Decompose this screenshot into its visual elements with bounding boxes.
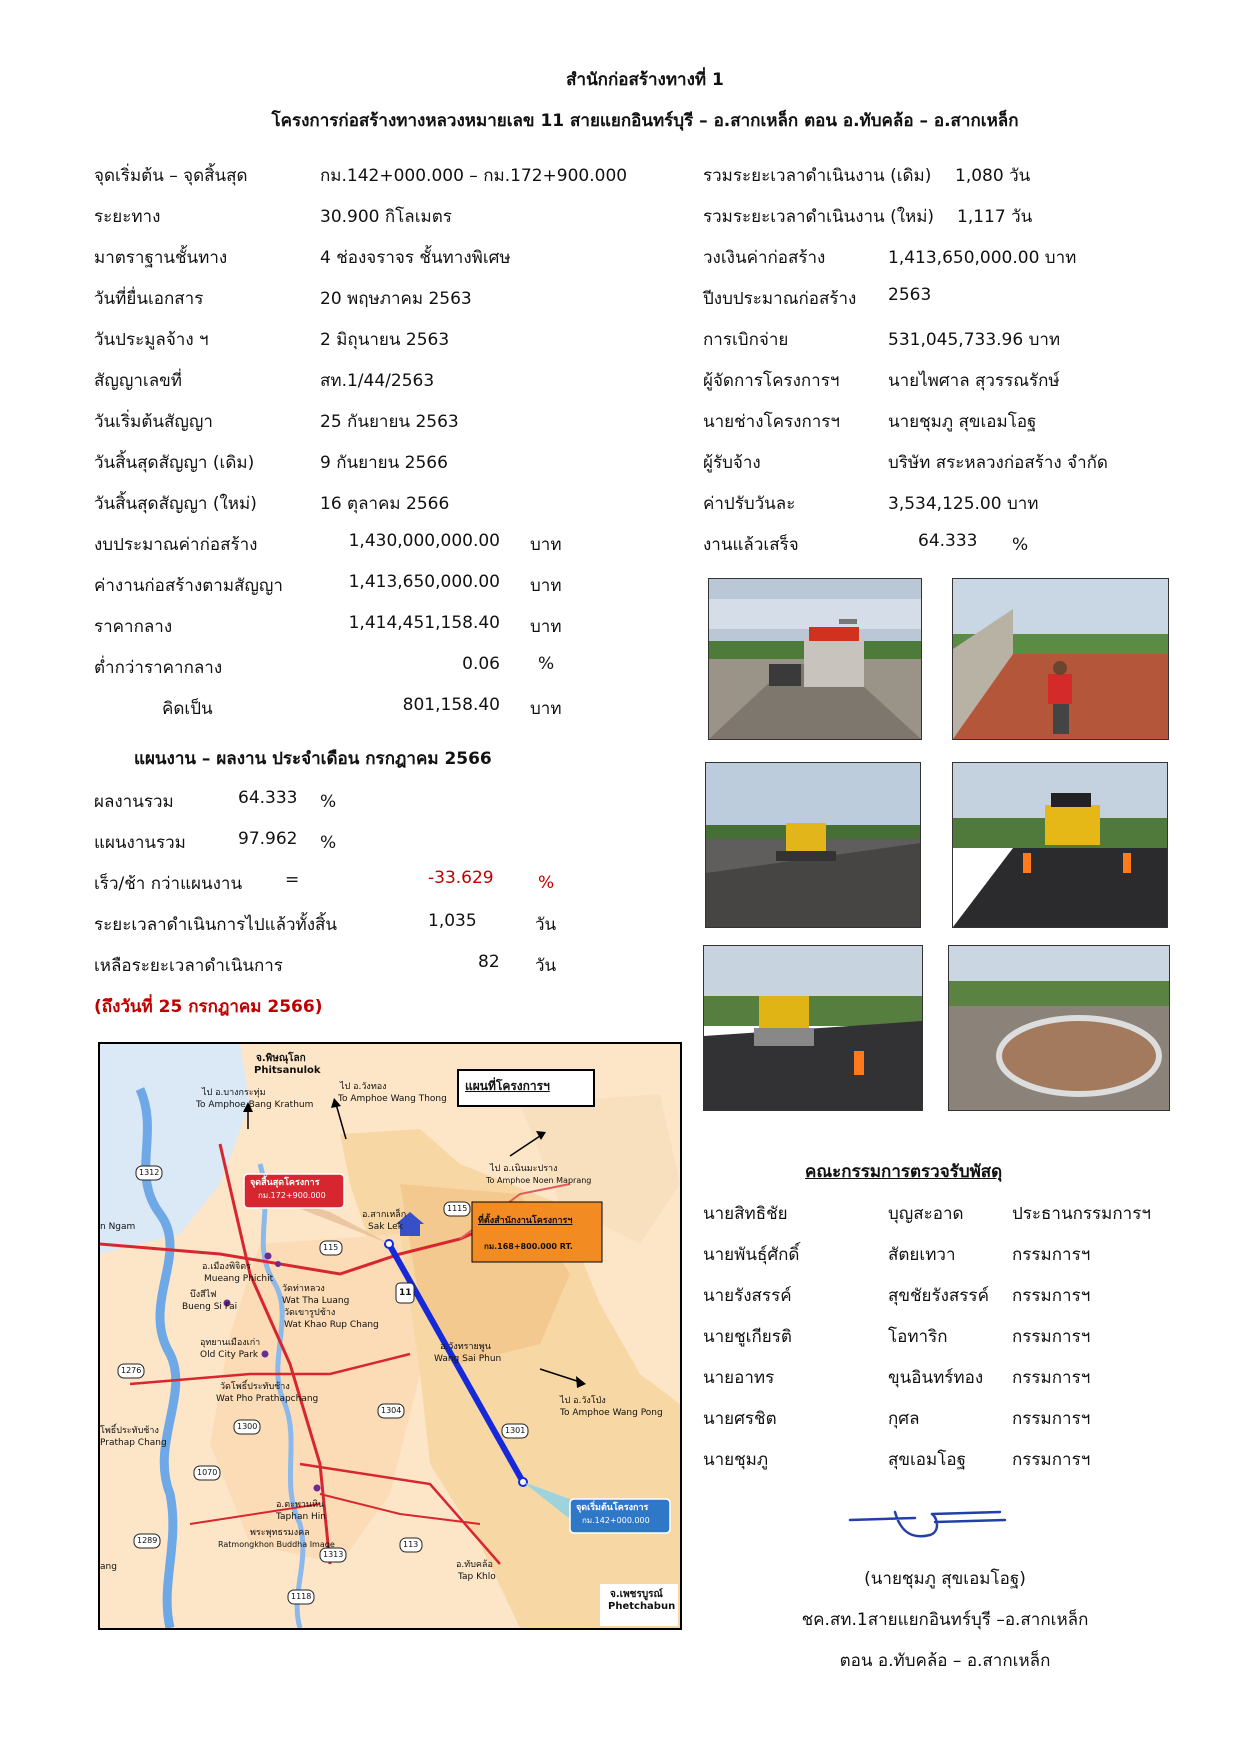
info-label: วันประมูลจ้าง ฯ — [94, 330, 209, 350]
map-label-muang-en: Mueang Phichit — [204, 1274, 274, 1284]
info-label: วันเริ่มต้นสัญญา — [94, 412, 213, 432]
map-label-saklek-en: Sak Lek — [368, 1222, 403, 1232]
map-label-wangpong-en: To Amphoe Wang Pong — [560, 1408, 663, 1418]
info-value: 3,534,125.00 บาท — [888, 494, 1039, 514]
map-label-oldcity: อุทยานเมืองเก่า — [200, 1338, 261, 1348]
budget-value: 0.06 — [462, 654, 500, 674]
map-label-tapkhlo-en: Tap Khlo — [458, 1572, 496, 1582]
actual-unit: % — [320, 792, 337, 812]
info-label: จุดเริ่มต้น – จุดสิ้นสุด — [94, 166, 248, 186]
elapsed-unit: วัน — [535, 915, 557, 935]
info-label: รวมระยะเวลาดำเนินงาน (ใหม่) — [703, 207, 935, 227]
map-end-label: จุดสิ้นสุดโครงการ — [250, 1178, 320, 1188]
map-label-thaluang: วัดท่าหลวง — [282, 1284, 325, 1294]
info-value: 2 มิถุนายน 2563 — [320, 330, 450, 350]
budget-value: 1,413,650,000.00 — [348, 572, 500, 592]
info-value: นายชุมภู สุขเอมโอฐ — [888, 412, 1037, 432]
info-label: ระยะทาง — [94, 207, 161, 227]
diff-unit: % — [538, 873, 555, 893]
info-value: นายไพศาล สุวรรณรักษ์ — [888, 371, 1060, 391]
member-last: สุขชัยรังสรรค์ — [888, 1286, 989, 1306]
budget-unit: % — [538, 654, 555, 674]
map-label-thaluang-en: Wat Tha Luang — [282, 1296, 350, 1306]
photo-curb-island — [948, 945, 1170, 1111]
map-office-km: กม.168+800.000 RT. — [484, 1242, 573, 1251]
info-value: 30.900 กิโลเมตร — [320, 207, 452, 227]
info-label: นายช่างโครงการฯ — [703, 412, 840, 432]
route-shield: 1312 — [139, 1168, 160, 1177]
route-shield: 1289 — [137, 1536, 158, 1545]
map-label-phothale-en: Wat Pho Prathapchang — [216, 1394, 319, 1404]
signer-name: (นายชุมภู สุขเอมโอฐ) — [864, 1569, 1026, 1589]
info-value: 4 ช่องจราจร ชั้นทางพิเศษ — [320, 248, 511, 268]
member-role: กรรมการฯ — [1012, 1327, 1091, 1347]
map-label-phitsanulok: จ.พิษณุโลก — [256, 1053, 306, 1064]
info-value: กม.142+000.000 – กม.172+900.000 — [320, 166, 628, 186]
budget-label: คิดเป็น — [162, 699, 213, 719]
info-label: วันที่ยื่นเอกสาร — [94, 289, 204, 309]
project-map — [98, 1042, 682, 1630]
map-label-muang: อ.เมืองพิจิตร — [202, 1262, 251, 1272]
committee-title: คณะกรรมการตรวจรับพัสดุ — [805, 1162, 1003, 1182]
info-value: 1,413,650,000.00 บาท — [888, 248, 1077, 268]
info-value: 2563 — [888, 285, 932, 305]
member-first: นายพันธุ์ศักดิ์ — [703, 1245, 800, 1265]
map-label-prathap-en: Prathap Chang — [100, 1438, 167, 1448]
done-label: งานแล้วเสร็จ — [703, 535, 799, 555]
remain-label: เหลือระยะเวลาดำเนินการ — [94, 956, 283, 976]
map-label-taphanhin: อ.ตะพานหิน — [276, 1500, 325, 1510]
map-label-wangsai-en: Wang Sai Phun — [434, 1354, 502, 1364]
project-title: โครงการก่อสร้างทางหลวงหมายเลข 11 สายแยกอินทร์บุรี – อ.สากเหล็ก ตอน อ.ทับคล้อ – อ.สากเหล็ก — [271, 111, 1019, 131]
info-label: วันสิ้นสุดสัญญา (ใหม่) — [94, 494, 257, 514]
info-label: ค่าปรับวันละ — [703, 494, 796, 514]
route-shield: 115 — [323, 1243, 339, 1252]
photo-roller — [703, 945, 923, 1111]
diff-value: -33.629 — [428, 868, 494, 888]
progress-title: แผนงาน – ผลงาน ประจำเดือน กรกฎาคม 2566 — [134, 749, 492, 769]
info-label: ผู้จัดการโครงการฯ — [703, 371, 840, 391]
photo-worker-red-road — [952, 578, 1169, 740]
map-label-buengsifai-en: Bueng Si Fai — [182, 1302, 238, 1312]
plan-label: แผนงานรวม — [94, 833, 186, 853]
route-shield: 1301 — [505, 1426, 526, 1435]
member-last: โอทาริก — [888, 1327, 948, 1347]
done-unit: % — [1012, 535, 1029, 555]
remain-value: 82 — [478, 952, 500, 972]
member-last: ขุนอินทร์ทอง — [888, 1368, 984, 1388]
map-label-prathap: โพธิ์ประทับช้าง — [100, 1426, 159, 1436]
route-shield: 11 — [399, 1288, 412, 1298]
map-label-phetchabun-en: Phetchabun — [608, 1601, 676, 1612]
route-shield: 1300 — [237, 1422, 258, 1431]
diff-eq: = — [285, 870, 300, 890]
map-label-wangpong: ไป อ.วังโป่ง — [560, 1396, 606, 1406]
map-label-buengsifai: บึงสีไฟ — [190, 1290, 217, 1300]
budget-value: 1,430,000,000.00 — [348, 531, 500, 551]
member-first: นายศรชิต — [703, 1409, 777, 1429]
budget-unit: บาท — [530, 699, 562, 719]
map-label-bangkrathum-en: To Amphoe Bang Krathum — [196, 1100, 314, 1110]
map-start-label: จุดเริ่มต้นโครงการ — [576, 1503, 649, 1513]
member-first: นายรังสรรค์ — [703, 1286, 792, 1306]
info-value: 531,045,733.96 บาท — [888, 330, 1061, 350]
map-label-buddha-en: Ratmongkhon Buddha Image — [218, 1540, 335, 1549]
photo-milling-machine — [708, 578, 922, 740]
route-shield: 1115 — [447, 1204, 468, 1213]
map-start-km: กม.142+000.000 — [582, 1516, 650, 1525]
member-role: กรรมการฯ — [1012, 1368, 1091, 1388]
map-label-wangsai: อ.วังทรายพูน — [440, 1342, 491, 1352]
map-label-phothale: วัดโพธิ์ประทับช้าง — [220, 1382, 290, 1392]
map-label-noenmaprang-en: To Amphoe Noen Maprang — [486, 1176, 592, 1185]
route-shield: 1304 — [381, 1406, 402, 1415]
info-value: 25 กันยายน 2563 — [320, 412, 459, 432]
signature-scribble — [840, 1500, 1010, 1550]
as-of-date: (ถึงวันที่ 25 กรกฎาคม 2566) — [94, 997, 323, 1017]
info-label: สัญญาเลขที่ — [94, 371, 182, 391]
member-role: กรรมการฯ — [1012, 1450, 1091, 1470]
photo-paver — [952, 762, 1168, 928]
member-first: นายชูเกียรติ — [703, 1327, 792, 1347]
member-last: บุญสะอาด — [888, 1204, 964, 1224]
info-value: 1,117 วัน — [957, 207, 1033, 227]
map-label-tapkhlo: อ.ทับคล้อ — [456, 1560, 493, 1570]
photo-grader — [705, 762, 921, 928]
map-label-ngam: n Ngam — [100, 1222, 136, 1232]
info-label: วงเงินค่าก่อสร้าง — [703, 248, 826, 268]
info-label: ปีงบประมาณก่อสร้าง — [703, 289, 857, 309]
plan-value: 97.962 — [238, 829, 298, 849]
map-title: แผนที่โครงการฯ — [465, 1079, 550, 1093]
map-label-wangthong: ไป อ.วังทอง — [340, 1082, 387, 1092]
map-label-khaorup: วัดเขารูปช้าง — [284, 1308, 336, 1318]
map-label-noenmaprang: ไป อ.เนินมะปราง — [490, 1164, 558, 1174]
plan-unit: % — [320, 833, 337, 853]
map-label-ang: ang — [100, 1562, 117, 1572]
map-end-km: กม.172+900.000 — [258, 1191, 326, 1200]
budget-unit: บาท — [530, 576, 562, 596]
actual-label: ผลงานรวม — [94, 792, 174, 812]
member-last: สัตยเทวา — [888, 1245, 956, 1265]
info-value: 1,080 วัน — [955, 166, 1031, 186]
route-shield: 1070 — [197, 1468, 218, 1477]
member-role: กรรมการฯ — [1012, 1286, 1091, 1306]
member-last: กุศล — [888, 1409, 920, 1429]
info-value: 9 กันยายน 2566 — [320, 453, 448, 473]
map-label-phetchabun: จ.เพชรบูรณ์ — [610, 1589, 663, 1600]
budget-unit: บาท — [530, 617, 562, 637]
member-first: นายสิทธิชัย — [703, 1204, 788, 1224]
member-role: กรรมการฯ — [1012, 1245, 1091, 1265]
info-label: รวมระยะเวลาดำเนินงาน (เดิม) — [703, 166, 932, 186]
budget-label: งบประมาณค่าก่อสร้าง — [94, 535, 258, 555]
map-label-buddha: พระพุทธรมงคล — [250, 1528, 310, 1538]
map-label-oldcity-en: Old City Park — [200, 1350, 259, 1360]
map-label-bangkrathum: ไป อ.บางกระทุ่ม — [202, 1088, 266, 1098]
map-label-phitsanulok-en: Phitsanulok — [254, 1065, 321, 1076]
info-label: ผู้รับจ้าง — [703, 453, 761, 473]
map-labels — [100, 1044, 680, 1628]
diff-label: เร็ว/ช้า กว่าแผนงาน — [94, 874, 243, 894]
remain-unit: วัน — [535, 956, 557, 976]
info-value: 16 ตุลาคม 2566 — [320, 494, 450, 514]
budget-unit: บาท — [530, 535, 562, 555]
info-value: สท.1/44/2563 — [320, 371, 435, 391]
info-value: บริษัท สระหลวงก่อสร้าง จำกัด — [888, 453, 1108, 473]
budget-label: ต่ำกว่าราคากลาง — [94, 658, 223, 678]
map-office-label: ที่ตั้งสำนักงานโครงการฯ — [478, 1216, 573, 1226]
budget-label: ค่างานก่อสร้างตามสัญญา — [94, 576, 283, 596]
route-shield: 1276 — [121, 1366, 142, 1375]
done-value: 64.333 — [918, 531, 978, 551]
budget-value: 801,158.40 — [402, 695, 500, 715]
actual-value: 64.333 — [238, 788, 298, 808]
map-label-khaorup-en: Wat Khao Rup Chang — [284, 1320, 379, 1330]
elapsed-label: ระยะเวลาดำเนินการไปแล้วทั้งสิ้น — [94, 915, 338, 935]
member-last: สุขเอมโอฐ — [888, 1450, 966, 1470]
signer-title-2: ตอน อ.ทับคล้อ – อ.สากเหล็ก — [839, 1651, 1051, 1671]
signer-title-1: ชค.สท.1สายแยกอินทร์บุรี –อ.สากเหล็ก — [801, 1610, 1089, 1630]
map-label-saklek: อ.สากเหล็ก — [362, 1210, 407, 1220]
member-role: กรรมการฯ — [1012, 1409, 1091, 1429]
budget-value: 1,414,451,158.40 — [348, 613, 500, 633]
route-shield: 1118 — [291, 1592, 312, 1601]
member-first: นายอาทร — [703, 1368, 775, 1388]
route-shield: 1313 — [323, 1550, 344, 1559]
member-first: นายชุมภู — [703, 1450, 769, 1470]
budget-label: ราคากลาง — [94, 617, 173, 637]
map-label-wangthong-en: To Amphoe Wang Thong — [338, 1094, 447, 1104]
info-label: วันสิ้นสุดสัญญา (เดิม) — [94, 453, 255, 473]
office-title: สำนักก่อสร้างทางที่ 1 — [566, 70, 724, 90]
info-value: 20 พฤษภาคม 2563 — [320, 289, 472, 309]
member-role: ประธานกรรมการฯ — [1012, 1204, 1151, 1224]
info-label: มาตราฐานชั้นทาง — [94, 248, 228, 268]
map-label-taphanhin-en: Taphan Hin — [276, 1512, 326, 1522]
elapsed-value: 1,035 — [428, 911, 477, 931]
info-label: การเบิกจ่าย — [703, 330, 789, 350]
route-shield: 113 — [403, 1540, 419, 1549]
